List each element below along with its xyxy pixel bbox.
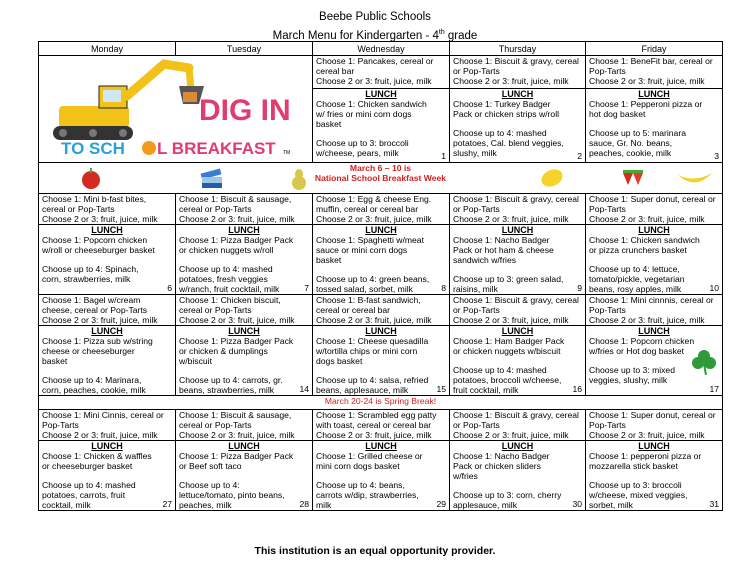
breakfast-line: Choose 1: B-fast sandwich, [316,295,421,305]
lunch-cell [450,326,586,396]
lunch-main-line: mozzarella stick basket [589,461,678,471]
lunch-sides-line: potatoes, broccoli w/cheese, [453,375,562,385]
lunch-main-line: Choose 1: Ham Badger Pack [453,336,565,346]
lunch-cell [176,441,313,511]
breakfast-line: Choose 1: Super donut, cereal or [589,194,716,204]
lunch-sides-line: Choose up to 4: lettuce, [589,264,680,274]
lunch-sides-line: beans, applesauce, milk [316,385,409,395]
svg-text:TO SCH: TO SCH [61,139,125,158]
lunch-sides-line: tossed salad, sorbet, milk [316,284,413,294]
lunch-cell [313,88,450,162]
breakfast-cell [586,295,723,326]
week1-breakfast-row [39,56,723,89]
breakfast-line: Pop-Tarts [589,420,626,430]
lunch-cell [586,326,723,396]
lunch-spacer [179,471,309,480]
banana-icon [675,167,715,189]
date-number: 30 [572,499,582,509]
lunch-sides-line: Choose up to 4: Marinara, [42,375,142,385]
breakfast-line: with toast, cereal or cereal bar [316,420,432,430]
breakfast-line: Choose 1: Mini cinnnis, cereal or [589,295,714,305]
date-number: 1 [441,151,446,161]
menu-title: March Menu for Kindergarten - 4th grade [272,29,478,42]
lunch-cell [450,441,586,511]
lunch-main-line: w/fries or Hot dog basket [589,346,685,356]
lunch-main-line: Pack or chicken sliders [453,461,541,471]
lunch-sides-line: potatoes, Cal. blend veggies, [453,137,564,148]
lunch-label: LUNCH [638,225,670,235]
svg-text:L BREAKFAST: L BREAKFAST [157,139,276,158]
lunch-cell [313,441,450,511]
lunch-sides-line: Choose up to 4: mashed [179,264,273,274]
date-number: 29 [436,499,446,509]
breakfast-line: Choose 2 or 3: fruit, juice, milk [453,315,569,325]
breakfast-line: Choose 2 or 3: fruit, juice, milk [42,315,158,325]
lunch-cell [39,441,176,511]
breakfast-line: cereal or Pop-Tarts [42,204,115,214]
lunch-sides-line: Choose up to 3: mixed [589,365,675,375]
lunch-main-line: w/ fries or mini corn dogs [316,108,412,119]
lunch-label: LUNCH [365,225,397,235]
lunch-cell [313,326,450,396]
svg-text:DIG IN: DIG IN [199,94,291,127]
lunch-sides-line: Choose up to 3: broccoli [589,480,682,490]
breakfast-line: Choose 1: Chicken biscuit, [179,295,281,305]
breakfast-cell [39,410,176,441]
banner-line-2: National School Breakfast Week [314,173,447,183]
lunch-sides-line: w/cheese, pears, milk [316,147,399,158]
breakfast-line: Choose 2 or 3: fruit, juice, milk [453,214,569,224]
lunch-sides-line: fruit cocktail, milk [453,385,519,395]
lunch-main-line: sauce or mini corn dogs [316,245,408,255]
lunch-sides-line: beans, rosy apples, milk [589,284,682,294]
equal-opportunity-footer: This institution is an equal opportunity provider. [254,545,496,557]
breakfast-line: Choose 2 or 3: fruit, juice, milk [316,214,432,224]
lunch-main-line: Choose 1: Pizza Badger Pack [179,336,294,346]
date-number: 16 [572,384,582,394]
lunch-spacer [316,366,446,375]
lunch-main-line: or Beef soft taco [179,461,242,471]
breakfast-cell [176,410,313,441]
lunch-main-line: Choose 1: Grilled cheese or [316,451,423,461]
breakfast-line: muffin, cereal or cereal bar [316,204,419,214]
breakfast-line: Choose 2 or 3: fruit, juice, milk [316,430,432,440]
lunch-main-line: w/roll or cheeseburger basket [42,245,155,255]
lunch-main-line: hot dog basket [589,108,646,119]
lunch-main-line: Choose 1: Popcorn chicken [589,336,695,346]
date-number: 6 [167,283,172,293]
lunch-main-line: w/fries [453,471,478,481]
day-monday: Monday [39,42,176,56]
date-number: 8 [441,283,446,293]
lunch-spacer [42,366,172,375]
lunch-label: LUNCH [365,441,397,451]
lunch-label: LUNCH [228,225,260,235]
breakfast-line: Choose 1: Pancakes, cereal or [316,56,434,66]
breakfast-line: Choose 2 or 3: fruit, juice, milk [589,76,705,86]
breakfast-line: or Pop-Tarts [453,66,500,76]
breakfast-cell [39,194,176,225]
lunch-sides-line: peaches, cookie, milk [589,147,672,158]
lunch-sides-line: Choose up to 3: green salad, [453,274,564,284]
lunch-sides-line: Choose up to 3: broccoli [316,137,409,148]
lunch-sides-line: Choose up to 4: carrots, gr. [179,375,283,385]
breakfast-cell [450,56,586,89]
lunch-main-line: or chicken nuggets w/roll [179,245,274,255]
lunch-spacer [316,265,446,274]
lunch-spacer [179,255,309,264]
lunch-sides-line: carrots w/dip, strawberries, [316,490,419,500]
lunch-label: LUNCH [501,326,534,336]
lunch-sides-line: Choose up to 4: mashed [453,365,547,375]
week2-breakfast-row [39,194,723,225]
lunch-sides-line: lettuce/tomato, pinto beans, [179,490,285,500]
breakfast-line: Choose 1: Bagel w/cream [42,295,141,305]
breakfast-cell [586,56,723,89]
date-number: 27 [162,499,172,509]
lunch-sides-line: Choose up to 3: corn, cherry [453,490,562,500]
lunch-main-line: or cheeseburger basket [42,461,133,471]
breakfast-line: Choose 2 or 3: fruit, juice, milk [42,214,158,224]
lunch-main-line: or chicken & dumplings [179,346,268,356]
breakfast-line: Choose 1: Biscuit & sausage, [179,410,292,420]
breakfast-line: Choose 2 or 3: fruit, juice, milk [589,315,705,325]
breakfast-line: Choose 1: Scrambled egg patty [316,410,437,420]
lunch-main-line: Choose 1: Spaghetti w/meat [316,235,424,245]
breakfast-line: Choose 2 or 3: fruit, juice, milk [316,76,432,86]
lunch-label: LUNCH [365,88,397,99]
breakfast-line: Choose 2 or 3: fruit, juice, milk [589,214,705,224]
lunch-main-line: mini corn dogs basket [316,461,400,471]
lunch-sides-line: w/ranch, fruit cocktail, milk [179,284,280,294]
lunch-sides-line: raisins, milk [453,284,498,294]
breakfast-cell [176,194,313,225]
lunch-sides-line: beans, strawberries, milk [179,385,275,395]
shamrock-icon [690,348,718,376]
breakfast-line: or Pop-Tarts [453,204,500,214]
breakfast-line: cereal bar [316,66,355,76]
lunch-main-line: Choose 1: Popcorn chicken [42,235,148,245]
lunch-main-line: dogs basket [316,356,363,366]
lunch-spacer [589,471,719,480]
lunch-label: LUNCH [638,441,670,451]
lunch-main-line: sandwich w/fries [453,255,517,265]
lunch-cell [450,225,586,295]
lunch-main-line: Choose 1: Turkey Badger [453,98,551,109]
lunch-sides-line: slushy, milk [453,147,497,158]
school-name: Beebe Public Schools [319,11,431,23]
lunch-spacer [453,265,582,274]
breakfast-line: Choose 1: Biscuit & gravy, cereal [453,194,579,204]
week3-lunch-row [39,326,723,396]
lunch-main-line: Choose 1: Cheese quesadilla [316,336,429,346]
pear-icon [289,165,309,191]
lunch-sides-line: peaches, milk [179,500,232,510]
lunch-sides-line: corn, strawberries, milk [42,274,131,284]
breakfast-line: or Pop-Tarts [453,305,500,315]
lunch-spacer [453,356,582,365]
breakfast-cell [313,295,450,326]
lunch-sides-line: Choose up to 5: marinara [589,127,686,138]
lunch-label: LUNCH [228,326,260,336]
date-number: 15 [436,384,446,394]
lunch-sides-line: potatoes, fresh veggies [179,274,268,284]
lunch-cell [39,326,176,396]
breakfast-line: Choose 2 or 3: fruit, juice, milk [179,214,295,224]
strawberries-icon [619,167,649,189]
breakfast-cell [450,194,586,225]
lunch-main-line: w/biscuit [179,356,212,366]
lunch-main-line: Choose 1: Pizza Badger Pack [179,235,294,245]
breakfast-line: Choose 1: Biscuit & gravy, cereal [453,56,579,66]
week2-lunch-row [39,225,723,295]
breakfast-line: Choose 2 or 3: fruit, juice, milk [179,430,295,440]
dig-in-breakfast-logo [39,56,313,163]
lunch-sides-line: Choose up to 4: green beans, [316,274,430,284]
spring-break-banner [39,396,723,410]
lunch-main-line: Choose 1: Pizza sub w/string [42,336,153,346]
breakfast-line: Choose 2 or 3: fruit, juice, milk [453,76,569,86]
lunch-main-line: Choose 1: Chicken sandwich [589,235,700,245]
breakfast-line: cereal or cereal bar [316,305,391,315]
breakfast-cell [313,194,450,225]
breakfast-line: Choose 1: BeneFit bar, cereal or [589,56,713,66]
lunch-label: LUNCH [638,326,670,336]
lunch-main-line: Choose 1: Chicken & waffles [42,451,152,461]
breakfast-line: cereal or Pop-Tarts [179,204,252,214]
lunch-main-line: Choose 1: pepperoni pizza or [589,451,702,461]
lunch-spacer [453,119,582,128]
lunch-label: LUNCH [228,441,260,451]
breakfast-line: Choose 2 or 3: fruit, juice, milk [589,430,705,440]
lunch-cell [450,88,586,162]
lunch-main-line: cheese or cheeseburger [42,346,135,356]
breakfast-cell [586,410,723,441]
lunch-label: LUNCH [501,225,534,235]
breakfast-line: cereal or Pop-Tarts [179,305,252,315]
breakfast-cell [313,410,450,441]
breakfast-line: Choose 2 or 3: fruit, juice, milk [453,430,569,440]
date-number: 14 [299,384,309,394]
lunch-main-line: Pack or hot ham & cheese [453,245,554,255]
breakfast-line: Choose 1: Mini b-fast bites, [42,194,147,204]
lunch-sides-line: Choose up to 4: mashed [453,127,547,138]
lunch-sides-line: Choose up to 4: [179,480,240,490]
breakfast-line: Choose 1: Super donut, cereal or [589,410,716,420]
date-number: 28 [299,499,309,509]
books-icon [199,167,225,189]
lunch-main-line: Choose 1: Pepperoni pizza or [589,98,703,109]
breakfast-cell [450,410,586,441]
breakfast-line: Choose 1: Biscuit & sausage, [179,194,292,204]
excavator-icon [39,56,313,160]
date-number: 9 [577,283,582,293]
lunch-label: LUNCH [91,326,123,336]
day-wednesday: Wednesday [313,42,450,56]
lunch-spacer [589,119,719,128]
breakfast-line: Pop-Tarts [42,420,79,430]
lunch-sides-line: Choose up to 4: salsa, refried [316,375,429,385]
lunch-sides-line: potatoes, carrots, fruit [42,490,126,500]
lunch-main-line: basket [316,118,342,129]
lunch-cell [313,225,450,295]
day-friday: Friday [586,42,723,56]
lunch-sides-line: Choose up to 4: beans, [316,480,405,490]
lunch-spacer [316,471,446,480]
date-number: 3 [714,151,719,161]
lunch-spacer [453,481,582,490]
date-number: 7 [304,283,309,293]
breakfast-cell [313,56,450,89]
day-tuesday: Tuesday [176,42,313,56]
banner-cell [39,163,723,194]
lunch-cell [586,441,723,511]
lunch-main-line: basket [316,255,342,265]
lunch-cell [586,88,723,162]
lunch-sides-line: Choose up to 4: mashed [42,480,136,490]
lunch-sides-line: tomato/pickle, vegetarian [589,274,685,284]
breakfast-line: Choose 2 or 3: fruit, juice, milk [179,315,295,325]
menu-calendar [38,41,723,511]
day-header-row [39,42,723,56]
lunch-cell [176,225,313,295]
lunch-spacer [589,255,719,264]
apple-icon [79,166,103,190]
breakfast-line: Pop-Tarts [589,305,626,315]
lunch-sides-line: Choose up to 4: Spinach, [42,264,139,274]
breakfast-line: Choose 1: Biscuit & gravy, cereal [453,295,579,305]
lunch-main-line: Choose 1: Pizza Badger Pack [179,451,294,461]
lunch-label: LUNCH [501,88,534,99]
date-number: 10 [709,283,719,293]
breakfast-line: Pop-Tarts [589,66,626,76]
week4-breakfast-row [39,410,723,441]
lunch-sides-line: veggies, slushy, milk [589,375,668,385]
lunch-sides-line: w/cheese, mixed veggies, [589,490,688,500]
lunch-main-line: basket [42,356,68,366]
lunch-main-line: Choose 1: Nacho Badger [453,451,550,461]
lemon-icon [539,167,565,189]
lunch-sides-line: sauce, Gr. No. beans, [589,137,673,148]
lunch-sides-line: milk [316,500,332,510]
breakfast-line: Choose 1: Mini Cinnis, cereal or [42,410,164,420]
lunch-main-line: or chicken nuggets w/biscuit [453,346,561,356]
lunch-cell [39,225,176,295]
lunch-spacer [316,129,446,138]
lunch-spacer [42,471,172,480]
breakfast-line: or Pop-Tarts [453,420,500,430]
lunch-main-line: Choose 1: Chicken sandwich [316,98,427,109]
breakfast-line: cereal or Pop-Tarts [179,420,252,430]
lunch-cell [586,225,723,295]
lunch-label: LUNCH [501,441,534,451]
breakfast-line: Choose 1: Biscuit & gravy, cereal [453,410,579,420]
lunch-label: LUNCH [365,326,397,336]
spring-break-text: March 20-24 is Spring Break! [39,396,723,410]
breakfast-line: Choose 2 or 3: fruit, juice, milk [42,430,158,440]
breakfast-line: Choose 1: Egg & cheese Eng. [316,194,432,204]
lunch-sides-line: corn, peaches, cookie, milk [42,385,146,395]
lunch-cell [176,326,313,396]
lunch-spacer [42,255,172,264]
breakfast-cell [450,295,586,326]
breakfast-line: cheese, cereal or Pop-Tarts [42,305,148,315]
breakfast-cell [39,295,176,326]
week4-lunch-row [39,441,723,511]
banner-line-1: March 6 – 10 is [349,163,412,173]
lunch-main-line: or pizza crunchers basket [589,245,687,255]
lunch-label: LUNCH [91,225,123,235]
lunch-spacer [179,366,309,375]
breakfast-line: Choose 2 or 3: fruit, juice, milk [316,315,432,325]
week3-breakfast-row [39,295,723,326]
date-number: 17 [709,384,719,394]
breakfast-cell [176,295,313,326]
date-number: 31 [709,499,719,509]
breakfast-cell [586,194,723,225]
lunch-main-line: w/tortilla chips or mini corn [316,346,418,356]
lunch-main-line: Choose 1: Nacho Badger [453,235,550,245]
lunch-sides-line: sorbet, milk [589,500,633,510]
svg-text:TM: TM [283,150,291,156]
breakfast-week-banner [39,163,723,194]
lunch-label: LUNCH [91,441,123,451]
lunch-label: LUNCH [638,88,670,99]
lunch-sides-line: cocktail, milk [42,500,91,510]
lunch-sides-line: applesauce, milk [453,500,518,510]
date-number: 2 [577,151,582,161]
day-thursday: Thursday [450,42,586,56]
lunch-main-line: Pack or chicken strips w/roll [453,108,560,119]
breakfast-line: Pop-Tarts [589,204,626,214]
